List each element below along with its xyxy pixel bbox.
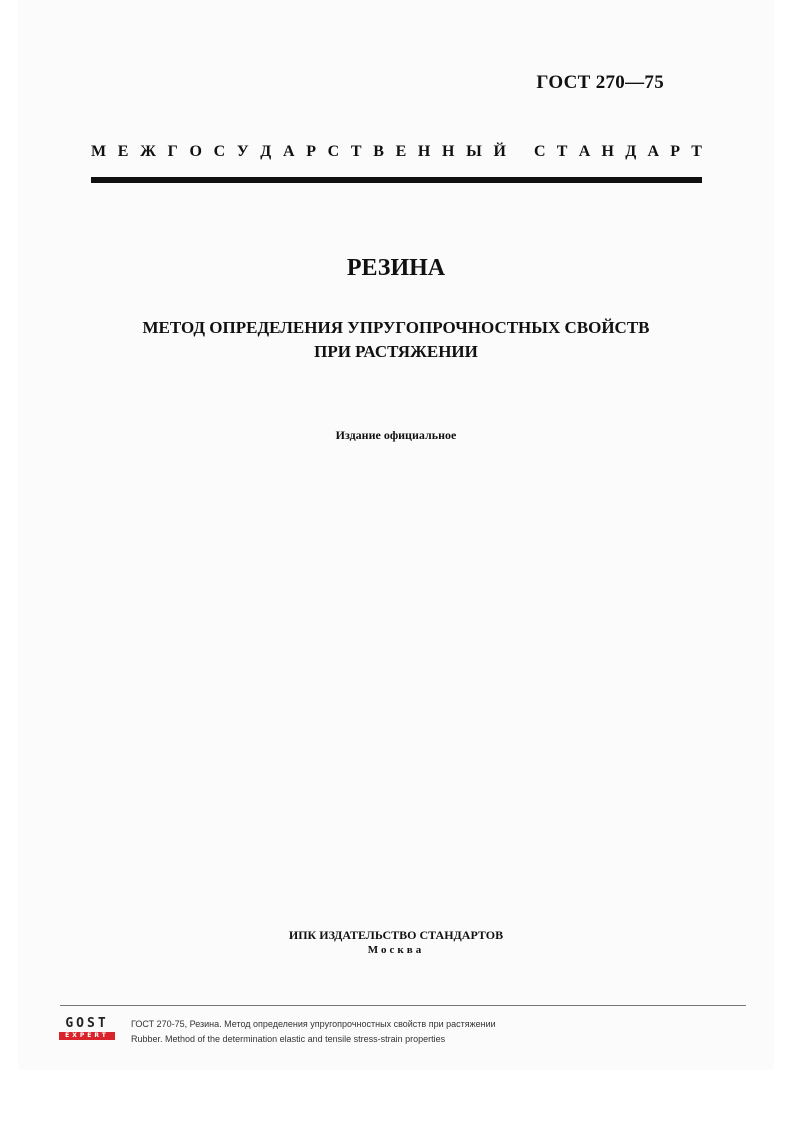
heading-letter: А	[578, 143, 591, 160]
footer-rule	[60, 1005, 746, 1006]
publisher: ИПК ИЗДАТЕЛЬСТВО СТАНДАРТОВ	[288, 928, 504, 942]
heading-letter: Н	[601, 143, 614, 160]
standard-type-word-2	[534, 143, 702, 161]
heading-letter: Ы	[466, 143, 482, 160]
heading-letter: Р	[306, 143, 316, 160]
heading-letter: А	[282, 143, 295, 160]
heading-letter: Н	[442, 143, 455, 160]
heading-letter: Е	[395, 143, 407, 160]
heading-letter: Т	[556, 143, 568, 160]
heading-letter: Г	[167, 143, 178, 160]
heading-letter: С	[534, 143, 546, 160]
heading-letter: Н	[417, 143, 431, 160]
heading-letter: Т	[691, 143, 702, 160]
heading-rule	[91, 177, 702, 183]
publication-city: Москва	[367, 944, 425, 956]
heading-letter: Д	[260, 143, 272, 160]
document-number: ГОСТ 270—75	[536, 72, 664, 93]
heading-letter: Е	[117, 143, 129, 160]
document-page	[18, 0, 774, 1070]
logo-text: GOST	[65, 1016, 109, 1031]
subtitle-line-2: ПРИ РАСТЯЖЕНИИ	[314, 342, 478, 361]
subtitle-line-1: МЕТОД ОПРЕДЕЛЕНИЯ УПРУГОПРОЧНОСТНЫХ СВОЙСТВ	[142, 318, 650, 337]
heading-letter: О	[189, 143, 202, 160]
footer-text	[131, 1017, 496, 1047]
standard-type-word-1	[91, 143, 506, 161]
heading-letter: М	[91, 143, 107, 160]
logo-subtext: EXPERT	[59, 1032, 115, 1040]
heading-letter: С	[213, 143, 226, 160]
edition-note: Издание официальное	[335, 428, 457, 442]
heading-letter: Ж	[140, 143, 156, 160]
heading-letter: В	[373, 143, 384, 160]
standard-type-heading	[91, 143, 702, 161]
heading-letter: А	[647, 143, 659, 160]
heading-letter: Й	[493, 143, 506, 160]
document-subtitle	[18, 316, 774, 364]
footer-line-ru: ГОСТ 270-75, Резина. Метод определения упругопрочностных свойств при растяжении	[131, 1019, 496, 1029]
heading-letter: Р	[670, 143, 681, 160]
gost-expert-logo	[59, 1017, 115, 1041]
document-title: РЕЗИНА	[346, 255, 446, 281]
heading-letter: Т	[350, 143, 362, 160]
heading-letter: Д	[625, 143, 637, 160]
heading-letter: У	[236, 143, 249, 160]
heading-letter: С	[327, 143, 340, 160]
footer-line-en: Rubber. Method of the determination elastic and tensile stress-strain properties	[131, 1034, 446, 1044]
